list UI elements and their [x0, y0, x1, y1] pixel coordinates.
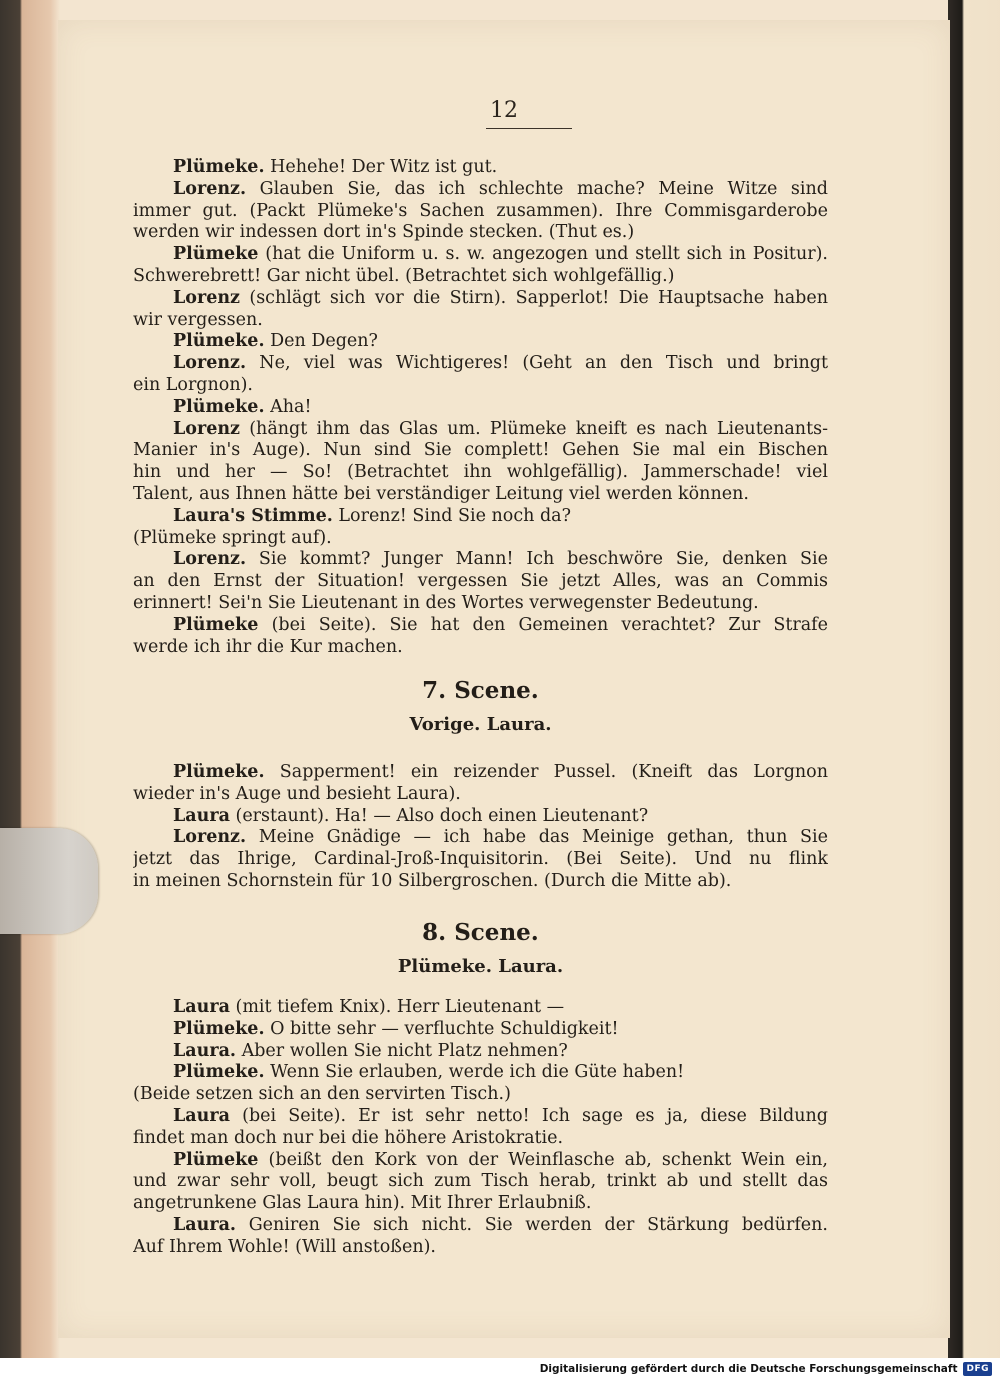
- line-text: (hängt ihm das Glas um. Plümeke kneift es nach Lieutenants-: [240, 418, 828, 439]
- line-text: Sie kommt? Junger Mann! Ich beschwöre Sie, denken Sie: [246, 549, 828, 570]
- dialogue-block-2: [133, 762, 828, 893]
- line-text: (beißt den Kork von der Weinflasche ab, schenkt Wein ein,: [258, 1149, 828, 1170]
- line-text: O bitte sehr — verfluchte Schuldigkeit!: [264, 1018, 619, 1039]
- line-text: angetrunkene Glas Laura hin). Mit Ihrer Erlaubniß.: [133, 1193, 592, 1214]
- line-text: (erstaunt). Ha! — Also doch einen Lieutenant?: [229, 805, 649, 826]
- speaker-name: Plümeke.: [173, 1018, 265, 1039]
- line-text: (hat die Uniform u. s. w. angezogen und stellt sich in Positur).: [258, 244, 828, 265]
- text-line: [133, 397, 828, 419]
- speaker-name: Laura: [173, 1105, 230, 1126]
- line-text: wieder in's Auge und besieht Laura).: [133, 783, 461, 804]
- line-text: hin und her — So! (Betrachtet ihn wohlgefällig). Jammerschade! viel: [133, 462, 828, 483]
- line-text: und zwar sehr voll, beugt sich zum Tisch herab, trinkt ab und stellt das: [133, 1171, 828, 1192]
- text-line: [133, 1150, 828, 1172]
- line-text: Wenn Sie erlauben, werde ich die Güte haben!: [264, 1062, 685, 1083]
- line-text: werden wir indessen dort in's Spinde stecken. (Thut es.): [133, 222, 635, 243]
- text-line: [133, 1084, 828, 1106]
- footer-bar: [0, 1358, 1000, 1379]
- speaker-name: Laura: [173, 997, 230, 1017]
- dialogue-block-3: [133, 997, 828, 1259]
- speaker-name: Plümeke: [173, 1149, 259, 1170]
- text-line: [133, 637, 828, 659]
- text-line: [133, 615, 828, 637]
- text-line: [133, 571, 828, 593]
- scene-8-heading: 8. Scene.: [422, 919, 539, 946]
- speaker-name: Lorenz.: [173, 549, 247, 570]
- text-line: [133, 997, 828, 1019]
- line-text: Aha!: [264, 396, 312, 417]
- speaker-name: Plümeke.: [173, 396, 265, 417]
- speaker-name: Plümeke: [173, 614, 259, 635]
- scene-8: [133, 919, 828, 978]
- text-line: [133, 288, 828, 310]
- line-text: (Plümeke springt auf).: [133, 527, 332, 548]
- text-line: [133, 1215, 828, 1237]
- line-text: (schlägt sich vor die Stirn). Sapperlot! Die Hauptsache haben: [240, 287, 828, 308]
- dialogue-block-1: [133, 157, 828, 658]
- footer-credit: Digitalisierung gefördert durch die Deutsche Forschungsgemeinschaft: [539, 1362, 958, 1375]
- line-text: in meinen Schornstein für 10 Silbergroschen. (Durch die Mitte ab).: [133, 870, 732, 891]
- line-text: Hehehe! Der Witz ist gut.: [264, 157, 498, 177]
- text-line: [133, 1041, 828, 1063]
- speaker-name: Lorenz: [173, 418, 240, 439]
- text-line: [133, 462, 828, 484]
- line-text: werde ich ihr die Kur machen.: [133, 636, 403, 657]
- text-line: [133, 1171, 828, 1193]
- speaker-name: Plümeke.: [173, 157, 265, 177]
- line-text: erinnert! Sei'n Sie Lieutenant in des Wortes verwegenster Bedeutung.: [133, 592, 759, 613]
- speaker-name: Plümeke.: [173, 1062, 265, 1083]
- text-line: [133, 1106, 828, 1128]
- bookmark-tab: [0, 828, 98, 934]
- speaker-name: Plümeke: [173, 244, 259, 265]
- text-line: [133, 827, 828, 849]
- text-line: [133, 310, 828, 332]
- line-text: wir vergessen.: [133, 309, 263, 330]
- speaker-name: Plümeke.: [173, 331, 265, 352]
- text-line: [133, 201, 828, 223]
- text-line: [133, 549, 828, 571]
- line-text: Manier in's Auge). Nun sind Sie complett! Gehen Sie mal ein Bischen: [133, 440, 828, 461]
- line-text: Aber wollen Sie nicht Platz nehmen?: [236, 1040, 568, 1061]
- speaker-name: Plümeke.: [173, 762, 265, 782]
- line-text: Lorenz! Sind Sie noch da?: [332, 505, 571, 526]
- text-line: [133, 528, 828, 550]
- speaker-name: Lorenz: [173, 287, 240, 308]
- text-line: [133, 331, 828, 353]
- line-text: Ne, viel was Wichtigeres! (Geht an den Tisch und bringt: [246, 353, 828, 374]
- text-line: [133, 179, 828, 201]
- line-text: Auf Ihrem Wohle! (Will anstoßen).: [133, 1236, 436, 1257]
- text-line: [133, 762, 828, 784]
- line-text: Sapperment! ein reizender Pussel. (Kneift das Lorgnon: [264, 762, 828, 782]
- next-page-edge: [948, 0, 1000, 1358]
- text-line: [133, 849, 828, 871]
- page-number: 12: [490, 98, 518, 123]
- line-text: Geniren Sie sich nicht. Sie werden der Stärkung bedürfen.: [236, 1214, 828, 1235]
- line-text: jetzt das Ihrige, Cardinal-Jroß-Inquisitorin. (Bei Seite). Und nu flink: [133, 849, 828, 870]
- speaker-name: Laura.: [173, 1214, 237, 1235]
- text-line: [133, 484, 828, 506]
- scene-8-persons: Plümeke. Laura.: [397, 955, 564, 977]
- scene-7-heading: 7. Scene.: [422, 677, 539, 704]
- text-line: [133, 419, 828, 441]
- speaker-name: Laura.: [173, 1040, 237, 1061]
- line-text: (bei Seite). Sie hat den Gemeinen verachtet? Zur Strafe: [258, 614, 828, 635]
- line-text: findet man doch nur bei die höhere Aristokratie.: [133, 1127, 564, 1148]
- text-line: [133, 593, 828, 615]
- line-text: (bei Seite). Er ist sehr netto! Ich sage es ja, diese Bildung: [229, 1105, 828, 1126]
- text-line: [133, 784, 828, 806]
- page-number-rule: [486, 128, 572, 129]
- line-text: an den Ernst der Situation! vergessen Sie jetzt Alles, was an Commis: [133, 571, 828, 592]
- text-line: [133, 157, 828, 179]
- line-text: Glauben Sie, das ich schlechte mache? Meine Witze sind: [246, 178, 828, 199]
- text-line: [133, 375, 828, 397]
- scene-7-persons: Vorige. Laura.: [409, 713, 552, 735]
- line-text: Meine Gnädige — ich habe das Meinige gethan, thun Sie: [246, 827, 828, 848]
- text-line: [133, 440, 828, 462]
- speaker-name: Laura's Stimme.: [173, 505, 333, 526]
- line-text: (mit tiefem Knix). Herr Lieutenant —: [229, 997, 565, 1017]
- text-line: [133, 1193, 828, 1215]
- text-line: [133, 353, 828, 375]
- text-line: [133, 871, 828, 893]
- text-line: [133, 1128, 828, 1150]
- speaker-name: Lorenz.: [173, 353, 247, 374]
- text-line: [133, 1237, 828, 1259]
- line-text: immer gut. (Packt Plümeke's Sachen zusammen). Ihre Commisgarderobe: [133, 200, 828, 221]
- dfg-logo: DFG: [963, 1362, 992, 1376]
- text-line: [133, 1019, 828, 1041]
- text-line: [133, 1062, 828, 1084]
- text-line: [133, 266, 828, 288]
- scene-7: [133, 677, 828, 736]
- text-line: [133, 222, 828, 244]
- line-text: (Beide setzen sich an den servirten Tisch.): [133, 1084, 511, 1105]
- line-text: ein Lorgnon).: [133, 374, 253, 395]
- text-line: [133, 806, 828, 828]
- text-line: [133, 506, 828, 528]
- text-line: [133, 244, 828, 266]
- line-text: Schwerebrett! Gar nicht übel. (Betrachtet sich wohlgefällig.): [133, 265, 675, 286]
- speaker-name: Lorenz.: [173, 827, 247, 848]
- line-text: Den Degen?: [264, 331, 378, 352]
- speaker-name: Lorenz.: [173, 178, 247, 199]
- speaker-name: Laura: [173, 805, 230, 826]
- line-text: Talent, aus Ihnen hätte bei verständiger Leitung viel werden können.: [133, 483, 749, 504]
